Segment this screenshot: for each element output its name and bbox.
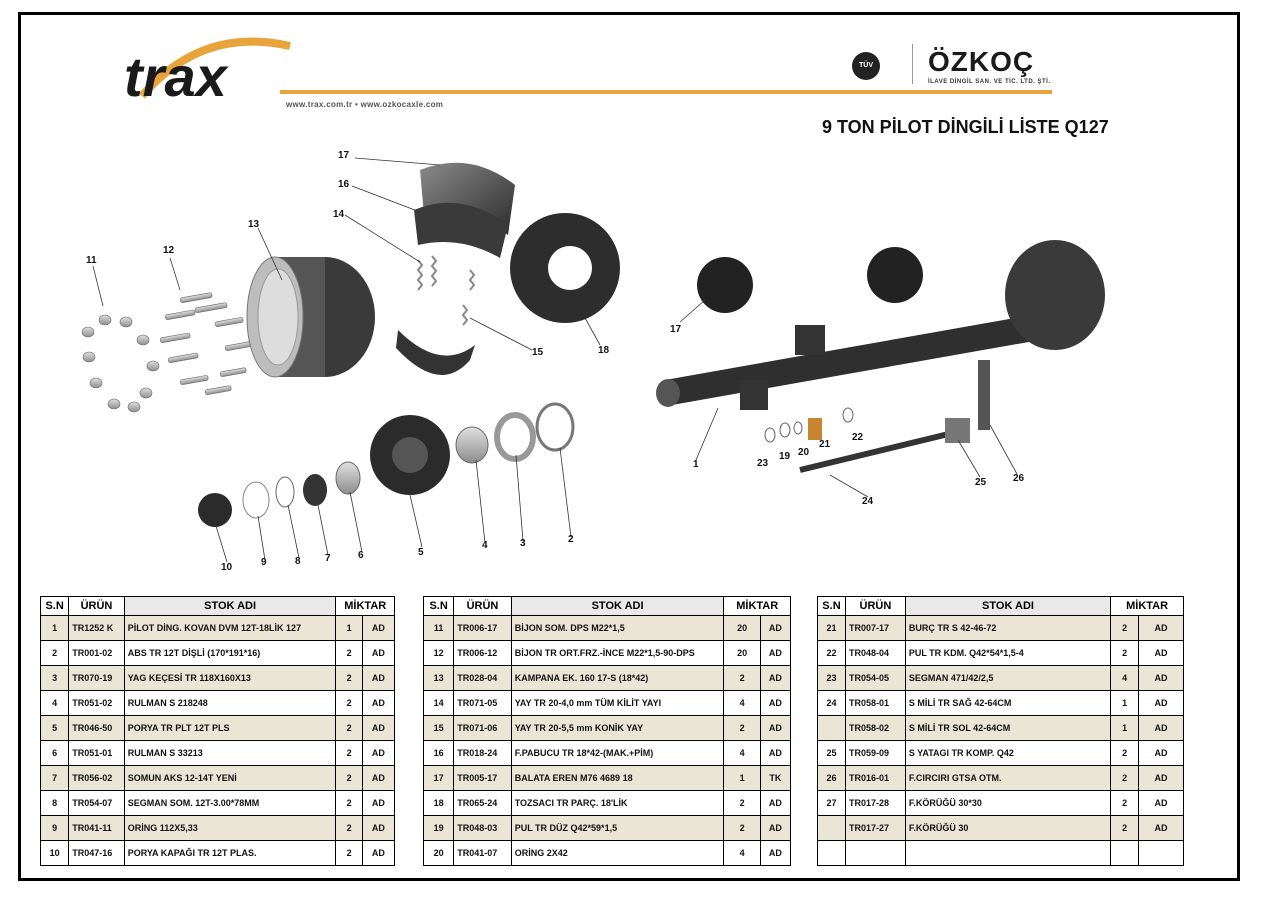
cell-unit: AD [362, 766, 394, 791]
header-sn: S.N [818, 597, 846, 616]
header-urun: ÜRÜN [845, 597, 905, 616]
cell-code: TR005-17 [454, 766, 511, 791]
table-header-row [41, 597, 395, 616]
cell-sn: 9 [41, 816, 69, 841]
cell-sn: 10 [41, 841, 69, 866]
header-urun: ÜRÜN [69, 597, 124, 616]
cell-qty: 4 [724, 841, 760, 866]
cell-unit: AD [760, 716, 790, 741]
cell-sn: 18 [424, 791, 454, 816]
cell-stock-name: BALATA EREN M76 4689 18 [511, 766, 724, 791]
table-header-row [818, 597, 1184, 616]
cell-unit: TK [760, 766, 790, 791]
cell-sn [818, 841, 846, 866]
cell-code: TR007-17 [845, 616, 905, 641]
callout-3: 3 [520, 538, 526, 549]
cell-qty: 2 [336, 766, 362, 791]
cell-qty: 2 [336, 841, 362, 866]
table-row [424, 641, 791, 666]
cell-stock-name: RULMAN S 33213 [124, 741, 336, 766]
callout-9: 9 [261, 557, 267, 568]
callout-13: 13 [248, 219, 260, 230]
cell-sn: 23 [818, 666, 846, 691]
callout-25: 25 [975, 477, 987, 488]
oring-20 [794, 422, 802, 434]
cell-qty: 1 [724, 766, 760, 791]
table-row [41, 616, 395, 641]
cell-sn: 16 [424, 741, 454, 766]
cell-sn: 17 [424, 766, 454, 791]
callout-23: 23 [757, 458, 769, 469]
cell-code: TR056-02 [69, 766, 124, 791]
table-row [424, 816, 791, 841]
cell-unit: AD [362, 741, 394, 766]
cell-qty: 2 [336, 691, 362, 716]
callout-21: 21 [819, 439, 831, 450]
table-header-row [424, 597, 791, 616]
callout-2: 2 [568, 534, 574, 545]
cell-sn: 8 [41, 791, 69, 816]
table-row [818, 791, 1184, 816]
table-row [424, 766, 791, 791]
cell-qty: 2 [336, 816, 362, 841]
cell-unit: AD [760, 691, 790, 716]
cell-unit: AD [362, 791, 394, 816]
cell-code: TR1252 K [69, 616, 124, 641]
table-row [818, 841, 1184, 866]
table-row [41, 691, 395, 716]
cell-qty: 20 [724, 641, 760, 666]
cell-sn: 5 [41, 716, 69, 741]
cell-code: TR048-03 [454, 816, 511, 841]
callout-14: 14 [333, 209, 345, 220]
cell-unit: AD [760, 641, 790, 666]
svg-text:trax: trax [124, 45, 227, 108]
cell-unit: AD [760, 816, 790, 841]
cell-unit: AD [362, 816, 394, 841]
header-sn: S.N [424, 597, 454, 616]
cell-code: TR051-02 [69, 691, 124, 716]
cell-sn: 6 [41, 741, 69, 766]
cell-qty [1111, 841, 1139, 866]
cell-qty: 2 [1111, 741, 1139, 766]
cell-qty: 2 [336, 716, 362, 741]
cell-stock-name: F.KÖRÜĞÜ 30 [905, 816, 1110, 841]
cell-sn: 20 [424, 841, 454, 866]
callout-6: 6 [358, 550, 364, 561]
cell-sn [818, 716, 846, 741]
cell-qty: 4 [724, 691, 760, 716]
dust-shield [510, 213, 620, 323]
cell-sn: 12 [424, 641, 454, 666]
cell-unit: AD [362, 716, 394, 741]
callout-17: 17 [338, 150, 350, 161]
brake-drum [247, 257, 375, 377]
o-ring [243, 482, 269, 518]
tuv-badge: TÜV [852, 52, 880, 80]
cell-stock-name: PORYA KAPAĞI TR 12T PLAS. [124, 841, 336, 866]
springs [418, 256, 474, 325]
cell-stock-name: F.KÖRÜĞÜ 30*30 [905, 791, 1110, 816]
cell-sn: 4 [41, 691, 69, 716]
table-row [424, 741, 791, 766]
cell-qty: 1 [336, 616, 362, 641]
cell-unit: AD [1139, 816, 1184, 841]
table-row [818, 641, 1184, 666]
cell-stock-name: RULMAN S 218248 [124, 691, 336, 716]
header-miktar: MİKTAR [724, 597, 791, 616]
parts-table-2 [423, 596, 791, 866]
cell-sn: 1 [41, 616, 69, 641]
parts-table-1 [40, 596, 395, 866]
cell-sn: 14 [424, 691, 454, 716]
table-row [424, 691, 791, 716]
table-row [818, 716, 1184, 741]
cell-stock-name: ORİNG 112X5,33 [124, 816, 336, 841]
ozkoc-logo: ÖZKOÇ [928, 46, 1035, 77]
cell-code: TR017-28 [845, 791, 905, 816]
washer-19 [780, 423, 790, 437]
cell-code: TR028-04 [454, 666, 511, 691]
table-row [41, 791, 395, 816]
callout-7: 7 [325, 553, 331, 564]
wheel-hub [370, 415, 450, 495]
table-row [41, 716, 395, 741]
header-stok-adi: STOK ADI [124, 597, 336, 616]
callout-18: 18 [598, 345, 610, 356]
cell-sn [818, 816, 846, 841]
cell-sn: 13 [424, 666, 454, 691]
table-row [41, 816, 395, 841]
cell-unit [1139, 841, 1184, 866]
cell-stock-name: YAG KEÇESİ TR 118X160X13 [124, 666, 336, 691]
cell-code: TR018-24 [454, 741, 511, 766]
cell-unit: AD [1139, 766, 1184, 791]
table-row [818, 666, 1184, 691]
cell-unit: AD [1139, 741, 1184, 766]
cell-qty: 2 [724, 716, 760, 741]
table-row [424, 791, 791, 816]
cell-code: TR041-07 [454, 841, 511, 866]
cell-code [845, 841, 905, 866]
cell-stock-name: SEGMAN 471/42/2,5 [905, 666, 1110, 691]
cell-sn: 25 [818, 741, 846, 766]
cell-stock-name: PUL TR DÜZ Q42*59*1,5 [511, 816, 724, 841]
cell-sn: 24 [818, 691, 846, 716]
callout-20: 20 [798, 447, 810, 458]
cell-sn: 3 [41, 666, 69, 691]
table-row [424, 716, 791, 741]
cell-qty: 4 [1111, 666, 1139, 691]
cell-qty: 2 [724, 791, 760, 816]
callout-5: 5 [418, 547, 424, 558]
cell-stock-name: BİJON SOM. DPS M22*1,5 [511, 616, 724, 641]
cell-qty: 2 [336, 666, 362, 691]
callout-16: 16 [338, 179, 350, 190]
abs-ring [497, 415, 533, 459]
callout-10: 10 [221, 562, 233, 573]
cell-unit: AD [362, 666, 394, 691]
cell-unit: AD [1139, 616, 1184, 641]
cell-unit: AD [760, 791, 790, 816]
header-urun: ÜRÜN [454, 597, 511, 616]
parts-table-3 [817, 596, 1184, 866]
header-miktar: MİKTAR [336, 597, 395, 616]
cell-qty: 20 [724, 616, 760, 641]
hub-cap [198, 493, 232, 527]
cell-sn: 15 [424, 716, 454, 741]
cell-qty: 2 [1111, 766, 1139, 791]
bearing-4 [456, 427, 488, 463]
header-sn: S.N [41, 597, 69, 616]
cell-unit: AD [1139, 716, 1184, 741]
cell-sn: 11 [424, 616, 454, 641]
axle-nut [303, 474, 327, 506]
cell-code: TR058-02 [845, 716, 905, 741]
cell-qty: 4 [724, 741, 760, 766]
cell-code: TR001-02 [69, 641, 124, 666]
cell-unit: AD [1139, 666, 1184, 691]
callout-22: 22 [852, 432, 864, 443]
cell-stock-name: YAY TR 20-4,0 mm TÜM KİLİT YAYI [511, 691, 724, 716]
cell-qty: 2 [336, 791, 362, 816]
table-row [424, 841, 791, 866]
cell-sn: 27 [818, 791, 846, 816]
cell-code: TR065-24 [454, 791, 511, 816]
header-stok-adi: STOK ADI [511, 597, 724, 616]
table-row [818, 741, 1184, 766]
cell-qty: 2 [724, 816, 760, 841]
cell-sn: 26 [818, 766, 846, 791]
cell-code: TR054-05 [845, 666, 905, 691]
cell-stock-name: TOZSACI TR PARÇ. 18'LİK [511, 791, 724, 816]
cell-stock-name: SEGMAN SOM. 12T-3.00*78MM [124, 791, 336, 816]
table-row [41, 766, 395, 791]
cell-code: TR048-04 [845, 641, 905, 666]
cell-stock-name: S MİLİ TR SAĞ 42-64CM [905, 691, 1110, 716]
cell-code: TR006-17 [454, 616, 511, 641]
cell-code: TR070-19 [69, 666, 124, 691]
table-row [818, 816, 1184, 841]
callout-4: 4 [482, 540, 488, 551]
cell-stock-name: PORYA TR PLT 12T PLS [124, 716, 336, 741]
cell-sn: 7 [41, 766, 69, 791]
table-row [41, 741, 395, 766]
bolts-nuts-group [82, 292, 251, 412]
cell-unit: AD [1139, 791, 1184, 816]
callout-19: 19 [779, 451, 791, 462]
cell-stock-name: F.PABUCU TR 18*42-(MAK.+PİM) [511, 741, 724, 766]
cell-stock-name [905, 841, 1110, 866]
cell-stock-name: BURÇ TR S 42-46-72 [905, 616, 1110, 641]
cam-bearing-25 [945, 418, 970, 443]
callout-8: 8 [295, 556, 301, 567]
cell-code: TR041-11 [69, 816, 124, 841]
cell-code: TR016-01 [845, 766, 905, 791]
segman-23 [765, 428, 775, 442]
cell-unit: AD [362, 691, 394, 716]
callout-1: 1 [693, 459, 699, 470]
cell-qty: 2 [1111, 816, 1139, 841]
cell-stock-name: PİLOT DİNG. KOVAN DVM 12T-18LİK 127 [124, 616, 336, 641]
bearing-6 [336, 462, 360, 494]
cell-unit: AD [760, 616, 790, 641]
cell-code: TR051-01 [69, 741, 124, 766]
cell-stock-name: BİJON TR ORT.FRZ.-İNCE M22*1,5-90-DPS [511, 641, 724, 666]
cell-unit: AD [362, 616, 394, 641]
cell-stock-name: KAMPANA EK. 160 17-S (18*42) [511, 666, 724, 691]
cell-qty: 2 [1111, 791, 1139, 816]
cell-qty: 2 [1111, 641, 1139, 666]
cell-stock-name: F.CIRCIRI GTSA OTM. [905, 766, 1110, 791]
cell-qty: 1 [1111, 716, 1139, 741]
table-row [818, 616, 1184, 641]
page-title: 9 TON PİLOT DİNGİLİ LİSTE Q127 [822, 117, 1109, 137]
circlip [276, 477, 294, 507]
callout-15: 15 [532, 347, 544, 358]
cell-unit: AD [1139, 691, 1184, 716]
cell-qty: 2 [336, 741, 362, 766]
cell-stock-name: ORİNG 2X42 [511, 841, 724, 866]
cell-sn: 22 [818, 641, 846, 666]
cell-stock-name: PUL TR KDM. Q42*54*1,5-4 [905, 641, 1110, 666]
brake-shoe-lower [396, 330, 475, 375]
header-stok-adi: STOK ADI [905, 597, 1110, 616]
cell-sn: 19 [424, 816, 454, 841]
callout-26: 26 [1013, 473, 1025, 484]
cell-code: TR071-05 [454, 691, 511, 716]
cell-stock-name: S YATAGI TR KOMP. Q42 [905, 741, 1110, 766]
cell-unit: AD [760, 841, 790, 866]
assembled-axle [656, 240, 1105, 470]
table-row [41, 641, 395, 666]
cell-stock-name: S MİLİ TR SOL 42-64CM [905, 716, 1110, 741]
cell-code: TR071-06 [454, 716, 511, 741]
cell-unit: AD [362, 841, 394, 866]
table-row [818, 691, 1184, 716]
cell-unit: AD [760, 666, 790, 691]
callout-11: 11 [86, 255, 97, 266]
cell-stock-name: SOMUN AKS 12-14T YENİ [124, 766, 336, 791]
cell-unit: AD [1139, 641, 1184, 666]
table-row [424, 666, 791, 691]
table-row [818, 766, 1184, 791]
washer-22 [843, 408, 853, 422]
website-text: www.trax.com.tr • www.ozkocaxle.com [286, 100, 444, 109]
cell-sn: 21 [818, 616, 846, 641]
cell-unit: AD [760, 741, 790, 766]
table-row [424, 616, 791, 641]
table-row [41, 666, 395, 691]
slack-adjuster-26 [978, 360, 990, 430]
cell-qty: 2 [336, 641, 362, 666]
cell-stock-name: YAY TR 20-5,5 mm KONİK YAY [511, 716, 724, 741]
cell-unit: AD [362, 641, 394, 666]
cell-code: TR058-01 [845, 691, 905, 716]
oil-seal [537, 404, 573, 450]
callout-12: 12 [163, 245, 175, 256]
cell-qty: 1 [1111, 691, 1139, 716]
table-row [41, 841, 395, 866]
cell-code: TR046-50 [69, 716, 124, 741]
cell-code: TR006-12 [454, 641, 511, 666]
header-miktar: MİKTAR [1111, 597, 1184, 616]
cell-qty: 2 [1111, 616, 1139, 641]
cell-sn: 2 [41, 641, 69, 666]
cell-code: TR017-27 [845, 816, 905, 841]
cell-qty: 2 [724, 666, 760, 691]
ozkoc-subtitle: İLAVE DİNGİL SAN. VE TİC. LTD. ŞTİ. [928, 79, 1051, 85]
callout-24: 24 [862, 496, 874, 507]
callout-17b: 17 [670, 324, 682, 335]
cell-code: TR047-16 [69, 841, 124, 866]
cell-stock-name: ABS TR 12T DİŞLİ (170*191*16) [124, 641, 336, 666]
cell-code: TR054-07 [69, 791, 124, 816]
cell-code: TR059-09 [845, 741, 905, 766]
